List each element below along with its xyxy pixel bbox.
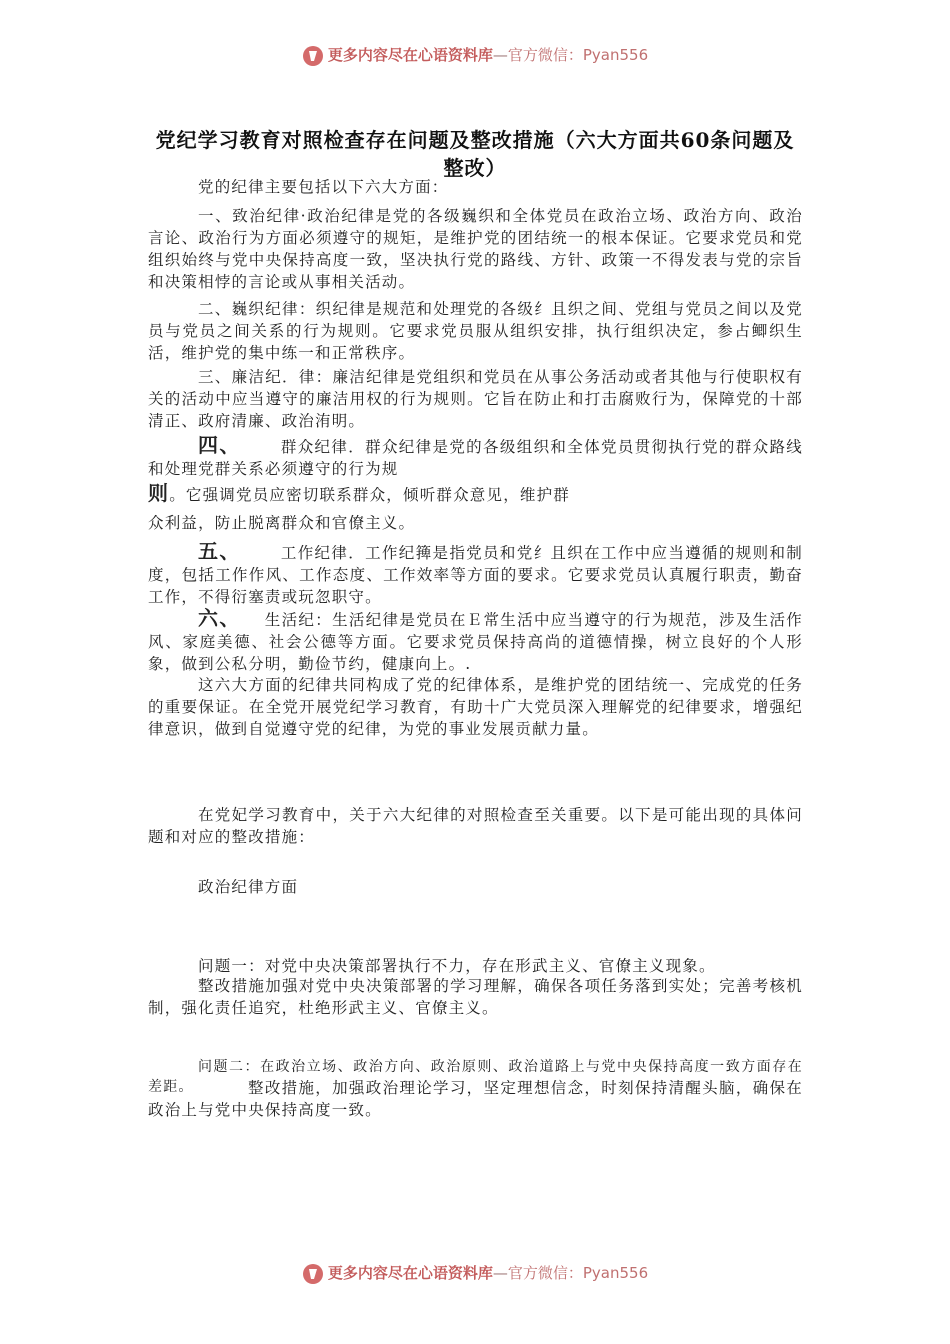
section-2-number: 二、 (198, 300, 232, 318)
logo-icon (302, 1263, 324, 1285)
answer-2: 整改措施，加强政治理论学习，坚定理想信念，时刻保持清醒头脑，确保在政治上与党中央保持高度一致。 (148, 1079, 803, 1119)
watermark-brand: 更多内容尽在心语资料库 (327, 46, 493, 64)
section-5-text: 工作纪律．工作纪篺是指党员和党纟且织在工作中应当遵循的规则和制度，包括工作作风、工作态度、工作效率等方面的要求。它要求党员认真履行职责，勤奋工作，不得衍塞责或玩忽职守。 (148, 544, 803, 606)
watermark-brand: 更多内容尽在心语资料库 (327, 1264, 493, 1282)
section-4-number: 四、 (198, 433, 241, 457)
section-3 (148, 366, 803, 432)
section-2-text: 巍织纪律：织纪律是规范和处理党的各级纟且织之间、党组与党员之间以及党员与党员之间关系的行为规则。它要求党员服从组织安排，执行组织决定，参占鲫织生活，维护党的集中练一和正常秩序。 (148, 300, 803, 362)
section-4-cont-text: 。它强调党员应密切联系群众，倾听群众意见，维护群 (169, 486, 571, 504)
section-3-number: 三、 (198, 368, 232, 386)
watermark-contact: 官方微信：Pyan556 (507, 46, 649, 64)
section-4-continued-2: 众利益，防止脱离群众和官僚主义。 (148, 514, 416, 532)
section-5-number: 五、 (198, 539, 241, 563)
summary-paragraph: 这六大方面的纪律共同构成了党的纪律体系，是维护党的团结统一、完成党的任务的重要保证。在全党开展党纪学习教育，有助十广大党员深入理解党的纪律要求，增强纪律意识，做到自觉遵守党的纪律，为党的事业发展贡献力量。 (148, 676, 803, 738)
section-3-text: 廉洁纪．律：廉洁纪律是党组织和党员在从事公务活动或者其他与行使职权有关的活动中应当遵守的廉洁用权的行为规则。它旨在防止和打击腐败行为，保障党的十部清正、政府清廉、政治洧明。 (148, 368, 803, 430)
document-title: 党纪学习教育对照检查存在问题及整改措施（六大方面共60条问题及整改） (155, 128, 795, 180)
section-4-continued (148, 482, 803, 506)
section-2 (148, 298, 803, 364)
section-5 (148, 540, 803, 608)
question-2: 问题二：在政治立场、政治方向、政治原则、政治道路上与党中央保持高度一致方面存在差距。 (148, 1059, 803, 1095)
lead-paragraph: 在党妃学习教育中，关于六大纪律的对照检查至关重要。以下是可能出现的具体问题和对应的整改措施： (148, 806, 803, 846)
section-6-text: 生活纪：生活纪律是党员在Ｅ常生活中应当遵守的行为规范，涉及生活作风、家庭美德、社会公德等方面。它要求党员保持高尚的道德情操，树立良好的个人形象，做到公私分明，勤俭节约，健康向上。. (148, 611, 803, 673)
section-heading: 政治纪律方面 (198, 878, 299, 896)
question-1: 问题一：对党中央决策部署执行不力，存在形武主义、官僚主义现象。 (198, 957, 716, 975)
watermark-separator: — (492, 1264, 508, 1282)
header-watermark (0, 44, 950, 67)
section-6-number: 六、 (198, 606, 241, 630)
section-1 (148, 205, 803, 293)
section-1-text: 致治纪律·政治纪律是党的各级巍织和全体党员在政治立场、政治方向、政治言论、政治行为方面必须遵守的规矩，是维护党的团结统一的根本保证。它要求党员和党组织始终与党中央保持高度一致，坚决执行党的路线、方针、政策一不得发表与党的宗旨和决策相悖的言论或从事相关活动。 (148, 207, 804, 291)
footer-watermark (0, 1262, 950, 1285)
section-6 (148, 607, 803, 675)
section-4-text: 群众纪律．群众纪律是党的各级组织和全体党员贯彻执行党的群众路线和处理党群关系必须遵守的行为规 (148, 438, 803, 478)
watermark-separator: — (492, 46, 508, 64)
logo-icon (302, 45, 324, 67)
answer-1: 整改措施加强对党中央决策部署的学习理解，确保各项任务落到实处；完善考核机制，强化责任追究，杜绝形武主义、官僚主义。 (148, 977, 803, 1017)
section-1-number: 一、 (198, 207, 233, 225)
watermark-contact: 官方微信：Pyan556 (507, 1264, 649, 1282)
intro-paragraph: 党的纪律主要包括以下六大方面： (198, 178, 449, 196)
section-4-cont-char: 则 (148, 481, 170, 505)
section-4 (148, 434, 803, 480)
